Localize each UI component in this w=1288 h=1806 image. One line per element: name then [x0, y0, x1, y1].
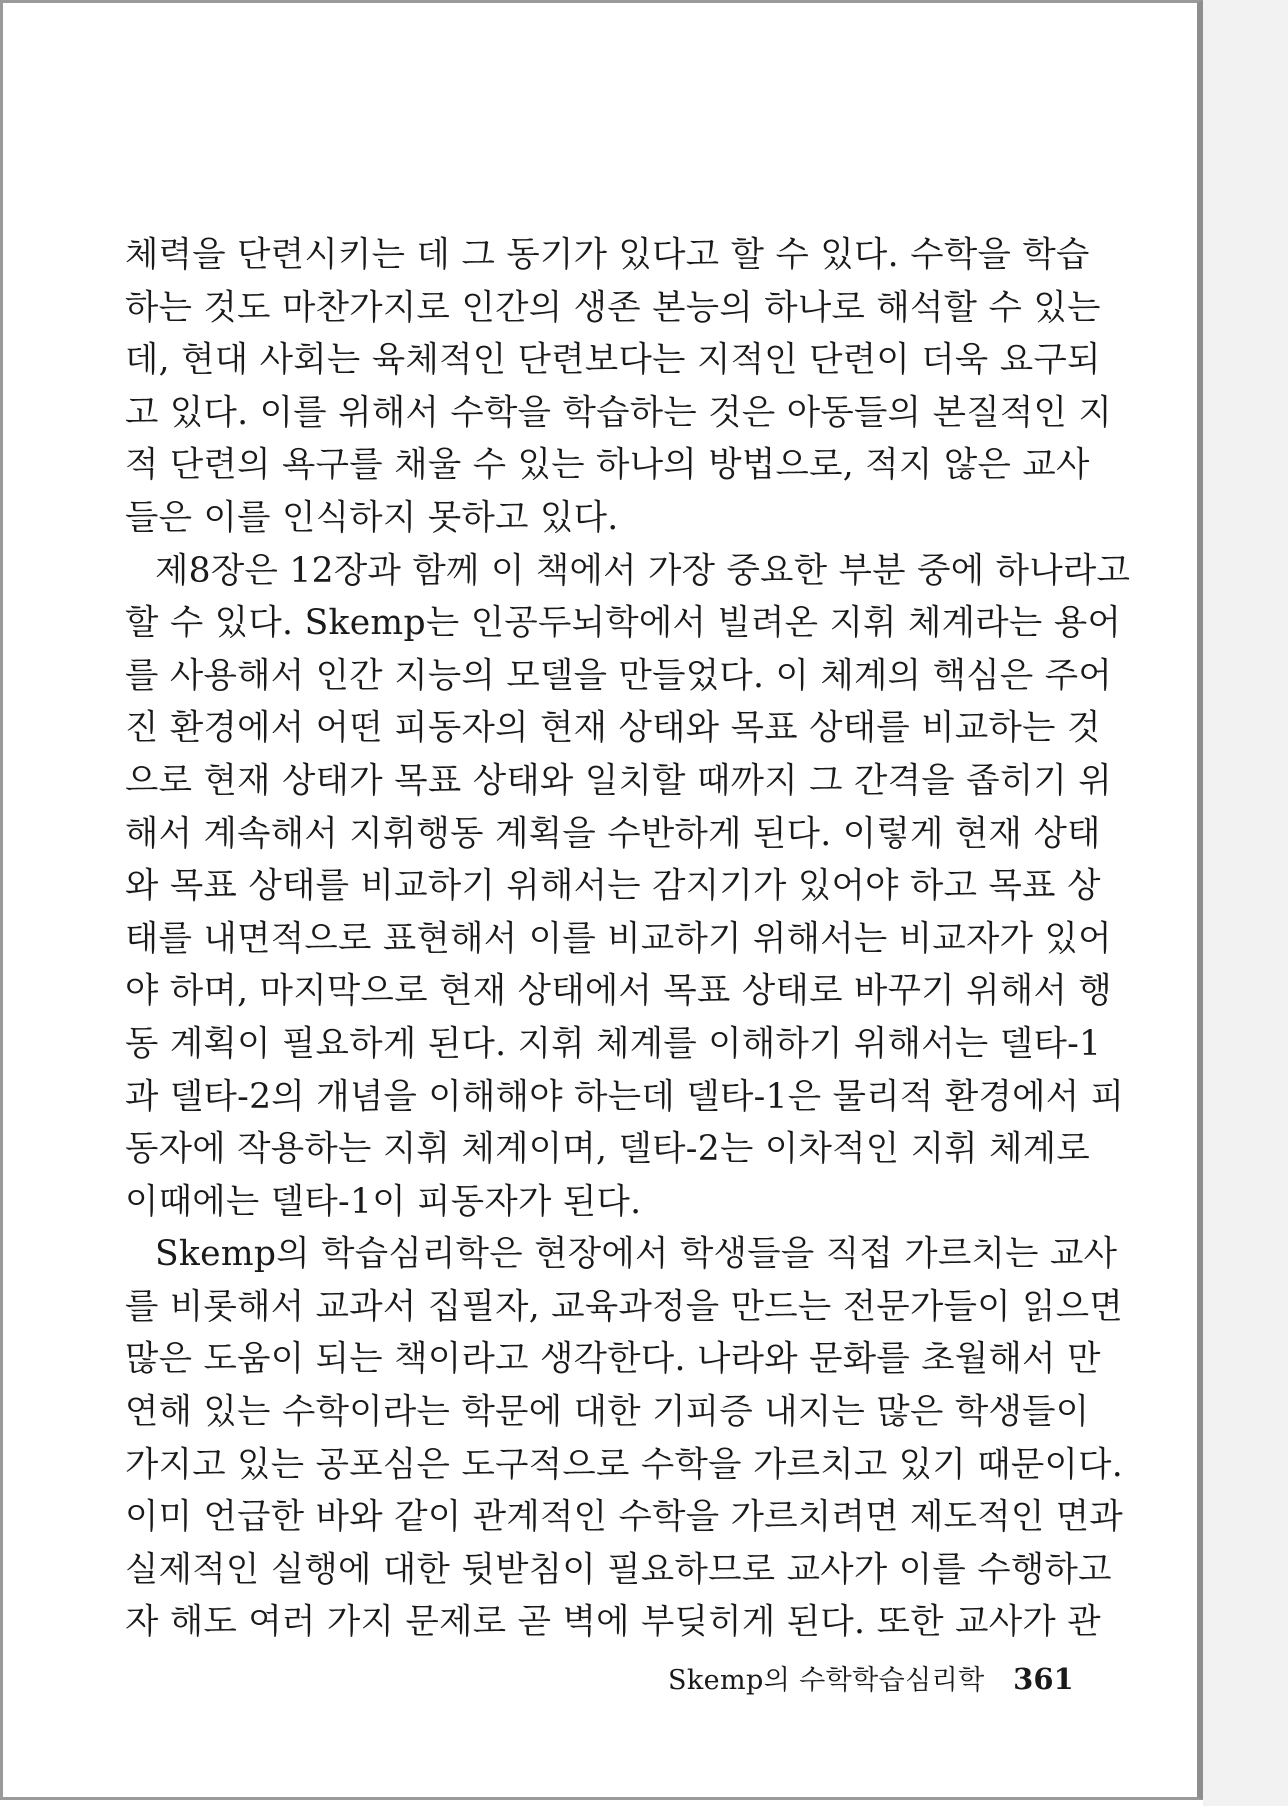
text-line: 를 사용해서 인간 지능의 모델을 만들었다. 이 체계의 핵심은 주어: [125, 655, 1112, 696]
running-title: Skemp의 수학학습심리학: [668, 1665, 985, 1696]
text-line: 이미 언급한 바와 같이 관계적인 수학을 가르치려면 제도적인 면과: [125, 1497, 1124, 1538]
text-line: 제8장은 12장과 함께 이 책에서 가장 중요한 부분 중에 하나라고: [155, 550, 1131, 591]
text-line: 으로 현재 상태가 목표 상태와 일치할 때까지 그 간격을 좁히기 위: [125, 760, 1112, 801]
text-line: 연해 있는 수학이라는 학문에 대한 기피증 내지는 많은 학생들이: [125, 1392, 1090, 1433]
text-line: 동자에 작용하는 지휘 체계이며, 델타-2는 이차적인 지휘 체계로: [125, 1129, 1091, 1170]
text-line: 와 목표 상태를 비교하기 위해서는 감지기가 있어야 하고 목표 상: [125, 866, 1101, 907]
text-line: 태를 내면적으로 표현해서 이를 비교하기 위해서는 비교자가 있어: [125, 918, 1112, 959]
text-line: 체력을 단련시키는 데 그 동기가 있다고 할 수 있다. 수학을 학습: [125, 235, 1090, 275]
text-line: 과 델타-2의 개념을 이해해야 하는데 델타-1은 물리적 환경에서 피: [125, 1076, 1125, 1117]
text-line: 들은 이를 인식하지 못하고 있다.: [125, 497, 619, 538]
text-line: 동 계획이 필요하게 된다. 지휘 체계를 이해하기 위해서는 델타-1: [125, 1023, 1102, 1064]
text-line: Skemp의 학습심리학은 현장에서 학생들을 직접 가르치는 교사: [155, 1234, 1118, 1275]
text-line: 야 하며, 마지막으로 현재 상태에서 목표 상태로 바꾸기 위해서 행: [125, 971, 1112, 1012]
text-line: 할 수 있다. Skemp는 인공두뇌학에서 빌려온 지휘 체계라는 용어: [125, 603, 1122, 644]
text-line: 를 비롯해서 교과서 집필자, 교육과정을 만드는 전문가들이 읽으면: [125, 1286, 1124, 1327]
text-line: 고 있다. 이를 위해서 수학을 학습하는 것은 아동들의 본질적인 지: [125, 392, 1112, 433]
text-line: 자 해도 여러 가지 문제로 곧 벽에 부딪히게 된다. 또한 교사가 관: [125, 1602, 1101, 1643]
viewer-gutter: [1203, 0, 1288, 1806]
body-text: [125, 229, 1131, 1649]
text-line: 실제적인 실행에 대한 뒷받침이 필요하므로 교사가 이를 수행하고: [125, 1549, 1112, 1590]
text-line: 적 단련의 욕구를 채울 수 있는 하나의 방법으로, 적지 않은 교사: [125, 445, 1090, 486]
text-line: 이때에는 델타-1이 피동자가 된다.: [125, 1181, 642, 1222]
text-line: 진 환경에서 어떤 피동자의 현재 상태와 목표 상태를 비교하는 것: [125, 708, 1101, 749]
text-line: 가지고 있는 공포심은 도구적으로 수학을 가르치고 있기 때문이다.: [125, 1444, 1124, 1485]
text-line: 데, 현대 사회는 육체적인 단련보다는 지적인 단련이 더욱 요구되: [125, 340, 1101, 381]
page-number: 361: [1013, 1662, 1074, 1696]
page-footer: [668, 1657, 1074, 1701]
text-line: 하는 것도 마찬가지로 인간의 생존 본능의 하나로 해석할 수 있는: [125, 287, 1101, 328]
text-line: 해서 계속해서 지휘행동 계획을 수반하게 된다. 이렇게 현재 상태: [125, 813, 1101, 854]
text-line: 많은 도움이 되는 책이라고 생각한다. 나라와 문화를 초월해서 만: [125, 1339, 1101, 1380]
